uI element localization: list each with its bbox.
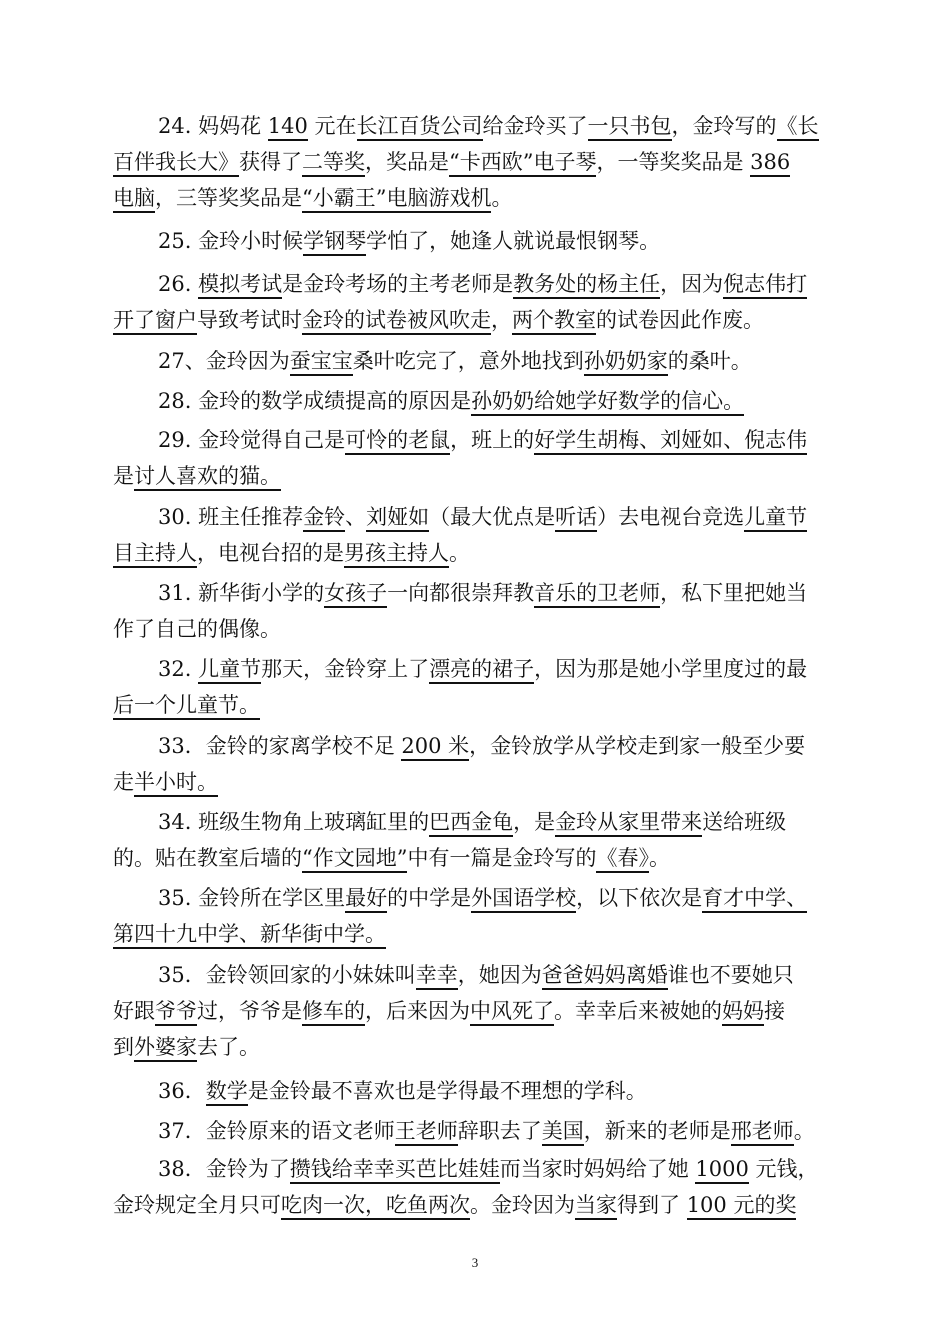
- question-q35b: [113, 957, 840, 1065]
- text-line: [113, 575, 840, 611]
- text-segment: 33．金铃的家离学校不足: [158, 734, 402, 758]
- text-segment: 给金玲买了: [482, 114, 588, 138]
- text-line: [113, 880, 840, 916]
- text-segment: 的中学是: [387, 886, 472, 910]
- text-segment: 导致考试时: [197, 308, 302, 332]
- answer-underline: 孙奶奶给她学好数学的信心。: [471, 389, 744, 416]
- text-segment: 元在: [307, 114, 357, 138]
- text-segment: 的。贴在教室后墙的: [113, 846, 302, 870]
- question-q27: [113, 343, 840, 379]
- text-segment: 。: [648, 846, 670, 870]
- text-segment: ，后来因为: [365, 999, 470, 1023]
- text-line: [113, 499, 840, 535]
- text-segment: ，: [491, 308, 512, 332]
- text-segment: 金玲规定全月只可: [113, 1193, 281, 1217]
- text-segment: 31. 新华街小学的: [158, 581, 325, 605]
- text-segment: 35. 金铃所在学区里: [158, 886, 346, 910]
- answer-underline: 1000: [695, 1157, 748, 1184]
- text-segment: 35．金铃领回家的小妹妹叫: [158, 963, 416, 987]
- answer-underline: 140: [268, 114, 308, 141]
- text-line: [113, 1073, 840, 1109]
- answer-underline: 《长: [777, 114, 819, 141]
- text-segment: ，班上的: [450, 428, 535, 452]
- text-segment: ，以下依次是: [576, 886, 703, 910]
- text-segment: ，金玲写的: [671, 114, 777, 138]
- question-q38: [113, 1151, 840, 1223]
- text-line: [113, 1029, 840, 1065]
- text-segment: 26.: [158, 272, 199, 296]
- text-segment: ，私下里把她当: [660, 581, 808, 605]
- text-segment: 24. 妈妈花: [158, 114, 268, 138]
- text-segment: 好跟: [113, 999, 155, 1023]
- answer-underline: 外婆家: [134, 1035, 197, 1062]
- answer-underline: 金玲从家里带来: [555, 810, 702, 837]
- answer-underline: 漂亮的裙子: [429, 657, 534, 684]
- page-number: 3: [471, 1255, 479, 1270]
- text-segment: 是金玲考场的主考老师是: [282, 272, 514, 296]
- text-line: [113, 144, 840, 180]
- text-segment: 过，爷爷是: [197, 999, 302, 1023]
- answer-underline: 模拟考试: [198, 272, 282, 299]
- text-line: [113, 422, 840, 458]
- answer-underline: 金铃: [303, 505, 345, 532]
- text-segment: ，因为那是她小学里度过的最: [534, 657, 808, 681]
- text-line: [113, 383, 840, 419]
- text-segment: 学怕了，她逢人就说最恨钢琴。: [366, 229, 661, 253]
- text-segment: 辞职去了: [457, 1119, 542, 1143]
- answer-underline: 爷爷: [155, 999, 197, 1026]
- answer-underline: 吃肉一次，吃鱼两次: [281, 1193, 470, 1220]
- text-segment: 29. 金玲觉得自己是: [158, 428, 346, 452]
- question-q34: [113, 804, 840, 876]
- text-line: [113, 840, 840, 876]
- answer-underline: 200 米: [401, 734, 469, 761]
- text-line: [113, 223, 840, 259]
- answer-underline: 一只书包: [588, 114, 672, 141]
- answer-underline: 听话: [555, 505, 597, 532]
- text-segment: 中有一篇是金玲写的: [407, 846, 597, 870]
- text-line: [113, 343, 840, 379]
- text-line: [113, 108, 840, 144]
- text-line: [113, 302, 840, 338]
- question-q26: [113, 266, 840, 338]
- text-line: [113, 1113, 840, 1149]
- text-segment: ，电视台招的是: [197, 541, 344, 565]
- text-segment: 27、金玲因为: [158, 349, 290, 373]
- text-segment: 36．: [158, 1079, 206, 1103]
- question-q28: [113, 383, 840, 419]
- question-q35a: [113, 880, 840, 952]
- text-line: [113, 611, 840, 647]
- text-line: [113, 266, 840, 302]
- text-line: [113, 764, 840, 800]
- question-q29: [113, 422, 840, 494]
- text-segment: ，新来的老师是: [583, 1119, 731, 1143]
- text-segment: 得到了: [617, 1193, 687, 1217]
- text-segment: 接: [764, 999, 785, 1023]
- text-line: [113, 1151, 840, 1187]
- answer-underline: 男孩主持人: [344, 541, 449, 568]
- answer-underline: 最好: [345, 886, 387, 913]
- text-segment: ）去电视台竞选: [597, 505, 745, 529]
- answer-underline: 育才中学、: [702, 886, 807, 913]
- text-segment: 。金玲因为: [470, 1193, 575, 1217]
- question-q31: [113, 575, 840, 647]
- text-segment: 的桑叶。: [667, 349, 752, 373]
- text-segment: 是: [113, 464, 134, 488]
- text-line: [113, 458, 840, 494]
- question-q36: [113, 1073, 840, 1109]
- text-segment: 。: [793, 1119, 815, 1143]
- text-line: [113, 916, 840, 952]
- text-segment: ，她因为: [457, 963, 542, 987]
- text-segment: 作了自己的偶像。: [113, 617, 281, 641]
- answer-underline: 王老师: [395, 1119, 458, 1146]
- text-segment: 。: [449, 541, 470, 565]
- text-line: [113, 651, 840, 687]
- text-segment: 34. 班级生物角上玻璃缸里的: [158, 810, 430, 834]
- text-segment: 28. 金玲的数学成绩提高的原因是: [158, 389, 472, 413]
- answer-underline: 100 元的奖: [687, 1193, 797, 1220]
- text-segment: 。: [491, 186, 513, 210]
- answer-underline: 《春》: [596, 846, 649, 873]
- text-segment: 32.: [158, 657, 199, 681]
- text-segment: 而当家时妈妈给了她: [499, 1157, 696, 1181]
- question-q30: [113, 499, 840, 571]
- text-segment: 获得了: [239, 150, 302, 174]
- text-segment: 30. 班主任推荐: [158, 505, 304, 529]
- text-segment: 走: [113, 770, 134, 794]
- question-q32: [113, 651, 840, 723]
- answer-underline: 孙奶奶家: [584, 349, 668, 376]
- question-q25: [113, 223, 840, 259]
- question-q33: [113, 728, 840, 800]
- text-line: [113, 180, 840, 216]
- answer-underline: 外国语学校: [471, 886, 576, 913]
- answer-underline: 可怜的老鼠: [345, 428, 450, 455]
- text-segment: 37．金铃原来的语文老师: [158, 1119, 395, 1143]
- answer-underline: 刘娅如: [366, 505, 429, 532]
- answer-underline: “作文园地”: [302, 846, 407, 873]
- answer-underline: “小霸王”电脑游戏机: [302, 186, 491, 213]
- answer-underline: 幸幸: [416, 963, 458, 990]
- text-segment: 那天，金铃穿上了: [261, 657, 430, 681]
- answer-underline: 半小时。: [134, 770, 218, 797]
- text-segment: ，奖品是: [365, 150, 449, 174]
- answer-underline: 数学: [206, 1079, 248, 1106]
- text-line: [113, 728, 840, 764]
- answer-underline: 开了窗户: [113, 308, 197, 335]
- text-segment: 元钱，: [748, 1157, 819, 1181]
- answer-underline: 好学生胡梅、刘娅如、倪志伟: [534, 428, 807, 455]
- answer-underline: 妈妈: [722, 999, 764, 1026]
- answer-underline: 第四十九中学、新华街中学。: [113, 922, 386, 949]
- answer-underline: “卡西欧”电子琴: [449, 150, 596, 177]
- text-segment: 去了。: [197, 1035, 260, 1059]
- text-segment: ，因为: [660, 272, 724, 296]
- text-line: [113, 804, 840, 840]
- answer-underline: 修车的: [302, 999, 365, 1026]
- answer-underline: 邢老师: [731, 1119, 794, 1146]
- text-segment: ，是: [513, 810, 556, 834]
- text-segment: ，三等奖奖品是: [155, 186, 302, 210]
- text-line: [113, 535, 840, 571]
- answer-underline: 金玲的试卷被风吹走: [302, 308, 491, 335]
- text-line: [113, 1187, 840, 1223]
- answer-underline: 倪志伟打: [723, 272, 807, 299]
- answer-underline: 当家: [575, 1193, 617, 1220]
- answer-underline: 学钢琴: [303, 229, 366, 256]
- answer-underline: 音乐的卫老师: [534, 581, 660, 608]
- text-segment: 一向都很崇拜教: [387, 581, 535, 605]
- answer-underline: 电脑: [113, 186, 155, 213]
- answer-underline: 目主持人: [113, 541, 197, 568]
- answer-underline: 巴西金龟: [429, 810, 513, 837]
- text-line: [113, 957, 840, 993]
- text-line: [113, 993, 840, 1029]
- answer-underline: 儿童节: [198, 657, 261, 684]
- answer-underline: 后一个儿童节。: [113, 693, 260, 720]
- answer-underline: 讨人喜欢的猫。: [134, 464, 281, 491]
- answer-underline: 教务处的杨主任: [513, 272, 660, 299]
- question-q37: [113, 1113, 840, 1149]
- text-segment: 到: [113, 1035, 134, 1059]
- text-segment: 桑叶吃完了，意外地找到: [352, 349, 584, 373]
- answer-underline: 百伴我长大》: [113, 150, 239, 177]
- answer-underline: 长江百货公司: [357, 114, 483, 141]
- text-segment: （最大优点是: [429, 505, 556, 529]
- text-line: [113, 687, 840, 723]
- text-segment: ，金铃放学从学校走到家一般至少要: [469, 734, 806, 758]
- text-segment: 是金铃最不喜欢也是学得最不理想的学科。: [247, 1079, 647, 1103]
- text-segment: 谁也不要她只: [667, 963, 794, 987]
- text-segment: ，一等奖奖品是: [596, 150, 751, 174]
- answer-underline: 二等奖: [302, 150, 365, 177]
- text-segment: 、: [345, 505, 367, 529]
- answer-underline: 女孩子: [324, 581, 387, 608]
- answer-underline: 中风死了: [470, 999, 554, 1026]
- text-segment: 的试卷因此作废。: [596, 308, 764, 332]
- text-segment: 38．金铃为了: [158, 1157, 290, 1181]
- answer-underline: 儿童节: [744, 505, 807, 532]
- question-q24: [113, 108, 840, 216]
- text-segment: 25. 金玲小时候: [158, 229, 304, 253]
- answer-underline: 爸爸妈妈离婚: [542, 963, 668, 990]
- answer-underline: 攒钱给幸幸买芭比娃娃: [290, 1157, 500, 1184]
- answer-underline: 两个教室: [512, 308, 596, 335]
- text-segment: 送给班级: [702, 810, 787, 834]
- text-segment: 。幸幸后来被她的: [554, 999, 722, 1023]
- answer-underline: 美国: [542, 1119, 584, 1146]
- answer-underline: 蚕宝宝: [290, 349, 353, 376]
- answer-underline: 386: [750, 150, 790, 177]
